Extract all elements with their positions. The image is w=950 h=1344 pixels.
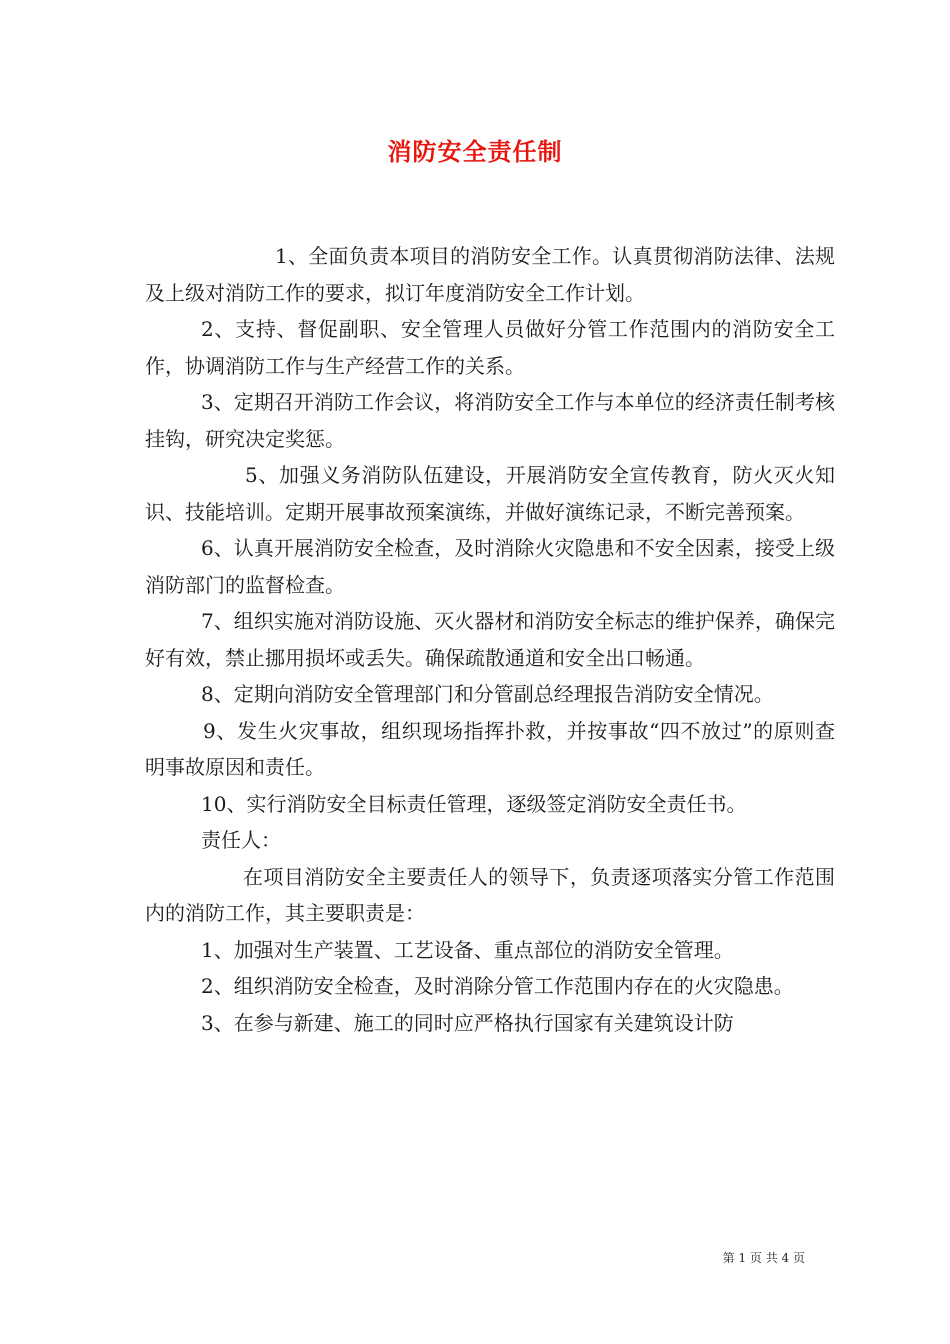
paragraph-6: 6、认真开展消防安全检查，及时消除火灾隐患和不安全因素，接受上级消防部门的监督检查。 [145,536,835,597]
document-title: 消防安全责任制 [387,137,563,166]
paragraph-1: 1、全面负责本项目的消防安全工作。认真贯彻消防法律、法规及上级对消防工作的要求，拟订年度消防安全工作计划。 [145,244,835,305]
duty-item-1: 1、加强对生产装置、工艺设备、重点部位的消防安全管理。 [201,937,734,962]
paragraph-5: 5、加强义务消防队伍建设，开展消防安全宣传教育，防火灭火知识、技能培训。定期开展事故预案演练，并做好演练记录，不断完善预案。 [145,463,835,524]
responsible-person-label: 责任人： [201,828,281,852]
paragraph-2: 2、支持、督促副职、安全管理人员做好分管工作范围内的消防安全工作，协调消防工作与生产经营工作的关系。 [145,317,835,378]
paragraph-7: 7、组织实施对消防设施、灭火器材和消防安全标志的维护保养，确保完好有效，禁止挪用损坏或丢失。确保疏散通道和安全出口畅通。 [145,609,835,670]
responsibility-intro: 在项目消防安全主要责任人的领导下，负责逐项落实分管工作范围内的消防工作，其主要职责是： [145,864,835,925]
paragraph-10: 10、实行消防安全目标责任管理，逐级签定消防安全责任书。 [201,791,747,816]
page-number: 第 1 页 共 4 页 [722,1251,805,1265]
duty-item-2: 2、组织消防安全检查，及时消除分管工作范围内存在的火灾隐患。 [201,974,794,998]
paragraph-3: 3、定期召开消防工作会议，将消防安全工作与本单位的经济责任制考核挂钩，研究决定奖惩。 [145,390,835,451]
paragraph-9: 9、发生火灾事故，组织现场指挥扑救，并按事故“四不放过”的原则查明事故原因和责任。 [145,718,835,779]
paragraph-8: 8、定期向消防安全管理部门和分管副总经理报告消防安全情况。 [201,682,774,706]
duty-item-3: 3、在参与新建、施工的同时应严格执行国家有关建筑设计防 [201,1010,734,1035]
document-body [145,238,835,1041]
